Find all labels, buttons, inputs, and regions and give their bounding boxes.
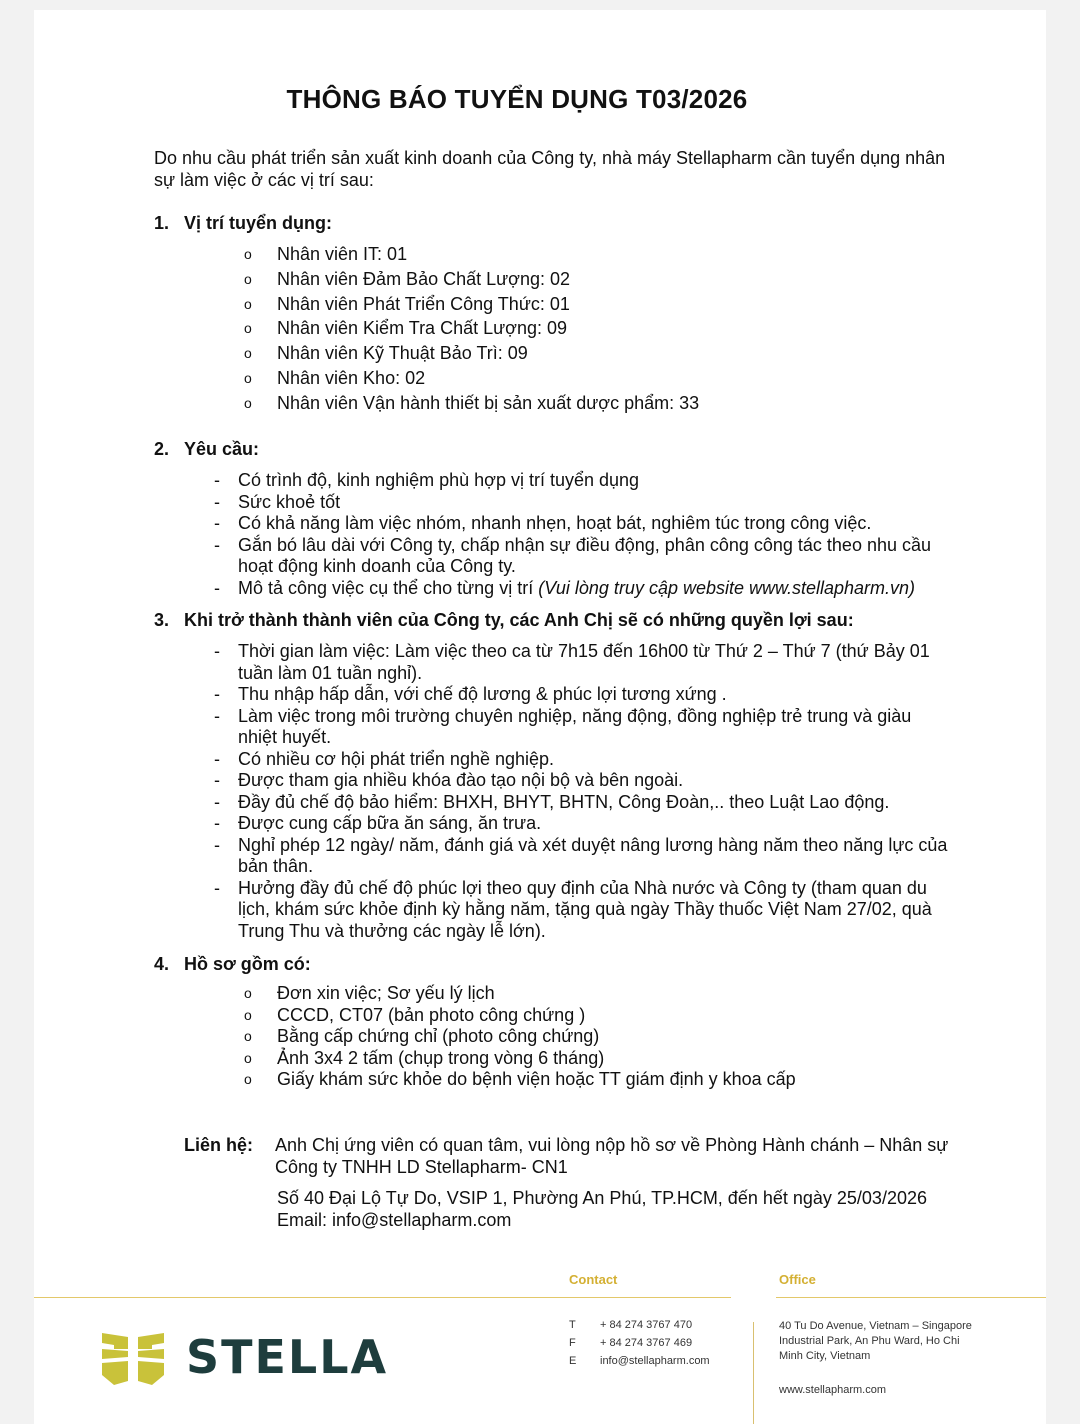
list-item: - Được tham gia nhiều khóa đào tạo nội bộ và bên ngoài. [214,770,684,790]
list-item: - Có trình độ, kinh nghiệm phù hợp vị trí tuyển dụng [214,470,640,490]
footer-email[interactable]: info@stellapharm.com [600,1355,710,1367]
list-item: o Nhân viên Đảm Bảo Chất Lượng: 02 [244,268,571,289]
list-item: o Nhân viên Kiểm Tra Chất Lượng: 09 [244,318,568,339]
section-title: Vị trí tuyển dụng: [184,213,332,233]
contact-address-block [277,1187,997,1231]
section-3-heading [154,609,854,631]
footer-fax: + 84 274 3767 469 [600,1337,693,1349]
section-number: 2. [154,439,170,459]
list-item: o Nhân viên Kho: 02 [244,367,426,388]
list-item: o Nhân viên Kỹ Thuật Bảo Trì: 09 [244,343,528,364]
footer-vertical-divider [753,1322,754,1424]
positions-list [244,242,699,416]
contact-text [275,1134,995,1178]
contact-label: Liên hệ: [184,1135,254,1155]
footer-contact-keys: T F E [569,1319,577,1367]
section-1-heading [154,212,332,234]
benefits-list [214,641,954,942]
contact-email[interactable]: Email: info@stellapharm.com [277,1210,512,1230]
list-item: - Hưởng đầy đủ chế độ phúc lợi theo quy định của Nhà nước và Công ty (tham quan du lịch, khám sức khỏe định kỳ hằng năm, tặng quà ngày Thầy thuốc Việt Nam 27/02, quà Trung Thu và thưởng các ngày lễ lớn). [214,877,932,941]
documents-list [244,983,796,1089]
list-item: o Giấy khám sức khỏe do bệnh viện hoặc TT giám định y khoa cấp [244,1069,796,1089]
requirements-list [214,470,954,599]
footer-contact-heading: Contact [569,1272,618,1287]
page-title: THÔNG BÁO TUYỂN DỤNG T03/2026 [286,84,748,114]
section-title: Hồ sơ gồm có: [184,954,311,974]
brand-wordmark: STELLA [186,1330,389,1384]
list-item: o Bằng cấp chứng chỉ (photo công chứng) [244,1026,600,1046]
footer-phone[interactable]: + 84 274 3767 470 [600,1319,693,1331]
list-item: - Thời gian làm việc: Làm việc theo ca từ 7h15 đến 16h00 từ Thứ 2 – Thứ 7 (thứ Bảy 01 tuần làm 01 tuần nghỉ). [214,641,930,683]
list-item: - Gắn bó lâu dài với Công ty, chấp nhận sự điều động, phân công công tác theo nhu cầu hoạt động kinh doanh của Công ty. [214,534,932,576]
list-item: - Đầy đủ chế độ bảo hiểm: BHXH, BHYT, BHTN, Công Đoàn,.. theo Luật Lao động. [214,791,890,812]
section-4-heading [154,953,311,975]
list-item: - Sức khoẻ tốt [214,491,341,512]
section-title: Yêu cầu: [184,439,260,459]
list-item: - Làm việc trong môi trường chuyên nghiệp, năng động, đồng nghiệp trẻ trung và giàu nhiệt huyết. [214,705,912,747]
contact-line-1: Anh Chị ứng viên có quan tâm, vui lòng nộp hồ sơ về Phòng Hành chánh – Nhân sự [275,1135,949,1155]
list-item: - Nghỉ phép 12 ngày/ năm, đánh giá và xét duyệt nâng lương hàng năm theo năng lực của bản thân. [214,834,948,876]
footer-divider-left [34,1297,731,1298]
contact-address: Số 40 Đại Lộ Tự Do, VSIP 1, Phường An Phú, TP.HCM, đến hết ngày 25/03/2026 [277,1188,927,1208]
list-item: o Nhân viên Vận hành thiết bị sản xuất dược phẩm: 33 [244,392,700,413]
intro-paragraph: Do nhu cầu phát triển sản xuất kinh doanh của Công ty, nhà máy Stellapharm cần tuyển dụng nhân sự làm việc ở các vị trí sau: [154,148,946,190]
footer-office-heading: Office [779,1272,816,1287]
footer-office-address: 40 Tu Do Avenue, Vietnam – Singapore Industrial Park, An Phu Ward, Ho Chi Minh City, Vietnam [779,1320,972,1362]
contact-line-2: Công ty TNHH LD Stellapharm- CN1 [275,1157,568,1177]
footer-contact-values [600,1316,710,1370]
section-number: 1. [154,213,170,233]
footer-website-link[interactable]: www.stellapharm.com [779,1384,886,1396]
list-item: - Có nhiều cơ hội phát triển nghề nghiệp. [214,748,555,769]
list-item: o Đơn xin việc; Sơ yếu lý lịch [244,983,495,1003]
list-item: - Được cung cấp bữa ăn sáng, ăn trưa. [214,813,542,833]
stella-logo-mark-icon [102,1331,164,1387]
section-number: 3. [154,610,170,630]
footer-divider-right [776,1297,1046,1298]
list-item: - Có khả năng làm việc nhóm, nhanh nhẹn, hoạt bát, nghiêm túc trong công việc. [214,513,872,533]
list-item: - Mô tả công việc cụ thể cho từng vị trí (Vui lòng truy cập website www.stellapharm.vn) [214,577,916,598]
website-note: (Vui lòng truy cập website www.stellapharm.vn) [538,577,916,598]
section-number: 4. [154,954,170,974]
list-item: o Ảnh 3x4 2 tấm (chụp trong vòng 6 tháng) [244,1047,605,1068]
section-2-heading [154,438,259,460]
list-item: - Thu nhập hấp dẫn, với chế độ lương & phúc lợi tương xứng . [214,684,727,704]
section-title: Khi trở thành thành viên của Công ty, các Anh Chị sẽ có những quyền lợi sau: [184,610,854,630]
list-item: o Nhân viên IT: 01 [244,244,408,264]
list-item: o Nhân viên Phát Triển Công Thức: 01 [244,293,570,314]
list-item: o CCCD, CT07 (bản photo công chứng ) [244,1004,586,1025]
